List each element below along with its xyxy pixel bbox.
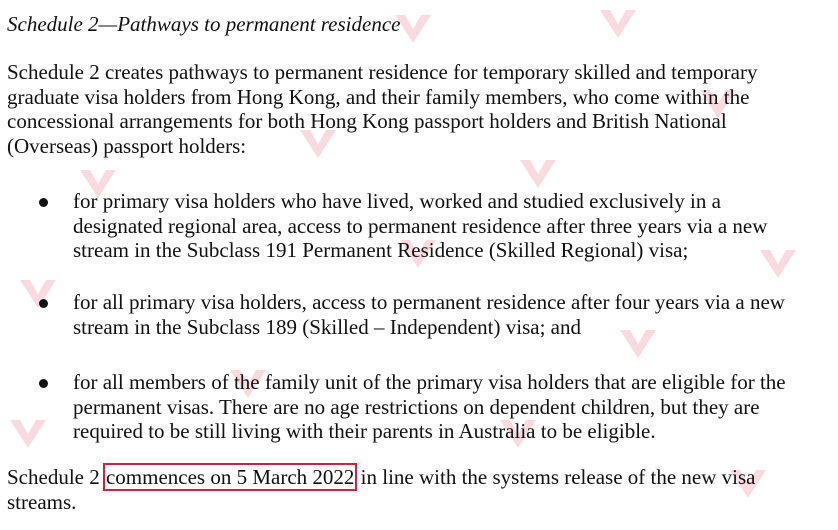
bullet-text <box>73 290 833 339</box>
intro-line: Schedule 2 creates pathways to permanent residence for temporary skilled and temporary <box>7 60 758 84</box>
closing-suffix: in line with the systems release of the new visa <box>355 465 756 489</box>
bullet-line: for all members of the family unit of the primary visa holders that are eligible for the <box>73 370 786 394</box>
intro-paragraph <box>7 60 827 158</box>
closing-prefix: Schedule 2 <box>7 465 105 489</box>
bullet-line: for primary visa holders who have lived, worked and studied exclusively in a <box>73 189 721 213</box>
commencement-date-highlight: commences on 5 March 2022 <box>105 465 355 489</box>
bullet-line: stream in the Subclass 191 Permanent Residence (Skilled Regional) visa; <box>73 238 689 262</box>
bullet-line: required to be still living with their parents in Australia to be eligible. <box>73 419 656 443</box>
closing-line <box>7 465 827 490</box>
closing-paragraph <box>7 465 827 514</box>
bullet-line: permanent visas. There are no age restrictions on dependent children, but they are <box>73 394 760 419</box>
intro-line: graduate visa holders from Hong Kong, and their family members, who come within the <box>7 84 750 109</box>
bullet-icon <box>39 299 48 308</box>
bullet-icon <box>39 379 48 388</box>
intro-line: concessional arrangements for both Hong Kong passport holders and British National <box>7 109 727 133</box>
bullet-text <box>73 370 833 444</box>
closing-line-2: streams. <box>7 489 77 514</box>
bullet-line: for all primary visa holders, access to permanent residence after four years via a new <box>73 290 785 314</box>
section-heading: Schedule 2—Pathways to permanent residence <box>7 12 401 36</box>
bullet-text <box>73 189 833 263</box>
bullet-line: designated regional area, access to permanent residence after three years via a new <box>73 213 768 238</box>
bullet-icon <box>39 198 48 207</box>
bullet-line: stream in the Subclass 189 (Skilled – Independent) visa; and <box>73 314 581 339</box>
intro-line: (Overseas) passport holders: <box>7 133 247 158</box>
